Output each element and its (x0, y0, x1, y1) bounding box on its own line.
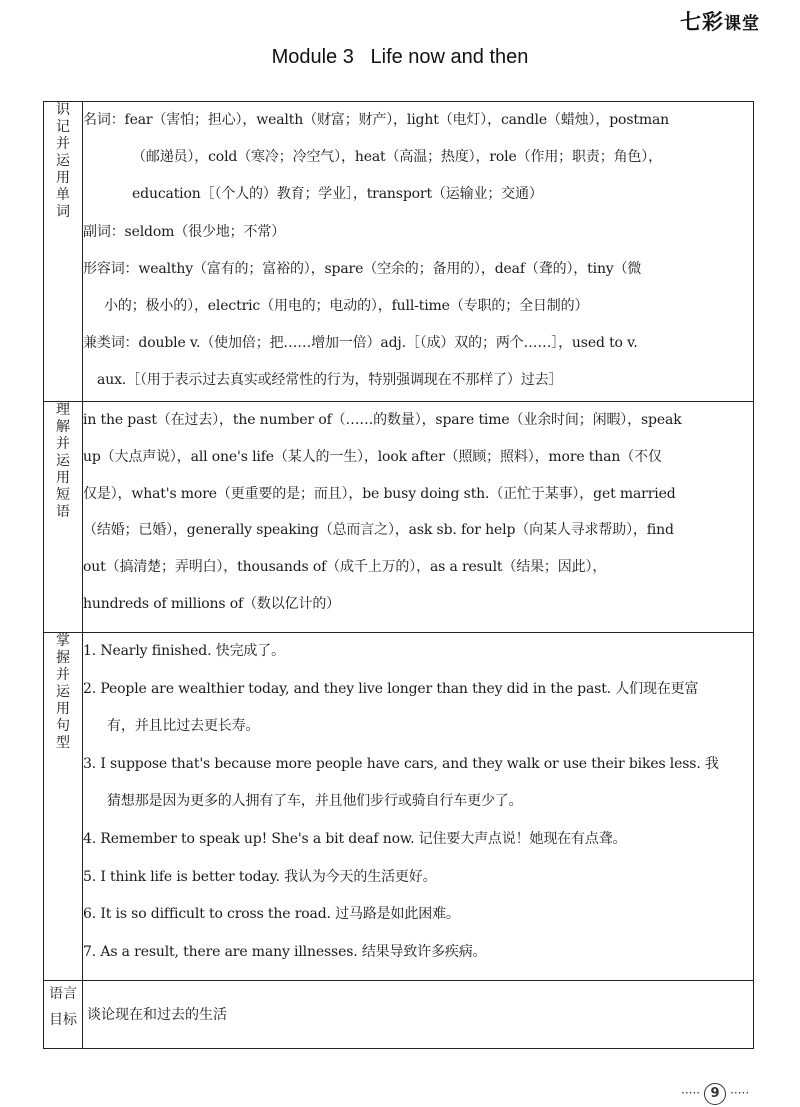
page-number-value: 9 (704, 1083, 726, 1105)
phrases-content (83, 402, 754, 633)
phrases-label: 理解并运用短语 (56, 402, 70, 520)
phrases-row (44, 402, 754, 633)
sentences-label: 掌握并运用句型 (56, 633, 70, 751)
words-line: 兼类词：double v.（使加倍；把……增加一倍）adj.［（成）双的；两个……］，used to v. (83, 335, 638, 352)
words-line: 小的；极小的），electric（用电的；电动的），full-time（专职的；全日制的） (104, 297, 589, 314)
words-line: 名词：fear（害怕；担心），wealth（财富；财产），light（电灯），candle（蜡烛），postman (83, 112, 670, 128)
words-row (44, 102, 754, 402)
phrases-line: 仅是），what's more（更重要的是；而且），be busy doing sth.（正忙于某事），get married (83, 485, 676, 502)
words-line: （邮递员），cold（寒冷；冷空气），heat（高温；热度），role（作用；职责；角色）， (132, 149, 662, 166)
sentence-line: 2. People are wealthier today, and they live longer than they did in the past. 人们现在更富 (83, 680, 699, 697)
page-title: Module 3 Life now and then (271, 46, 529, 68)
page-dots-left: ····· (681, 1086, 701, 1100)
page-number (681, 1083, 749, 1105)
words-label: 识记并运用单词 (56, 102, 70, 220)
phrases-line: （结婚；已婚），generally speaking（总而言之），ask sb. for help（向某人寻求帮助），find (83, 522, 674, 539)
sentence-line: 猜想那是因为更多的人拥有了车，并且他们步行或骑自行车更少了。 (107, 793, 523, 810)
sentence-line: 5. I think life is better today. 我认为今天的生活更好。 (83, 868, 437, 885)
words-content (83, 102, 754, 402)
brand-text-2: 课堂 (724, 14, 760, 34)
words-line: education［（个人的）教育；学业］，transport（运输业；交通） (132, 186, 543, 203)
sentence-line: 有，并且比过去更长寿。 (107, 718, 260, 735)
sentence-line: 4. Remember to speak up! She's a bit deaf now. 记住要大声点说！她现在有点聋。 (83, 830, 627, 847)
phrases-label-cell (44, 402, 83, 633)
goal-row (44, 981, 754, 1049)
goal-text: 谈论现在和过去的生活 (87, 1007, 227, 1023)
vocabulary-table (43, 101, 754, 1049)
words-line: aux.［（用于表示过去真实或经常性的行为，特别强调现在不那样了）过去］ (97, 372, 563, 389)
sentences-row (44, 633, 754, 981)
sentence-line: 1. Nearly finished. 快完成了。 (83, 643, 285, 659)
goal-label-cell (44, 981, 83, 1049)
brand-text-1: 七彩 (680, 10, 724, 34)
phrases-line: out（搞清楚；弄明白），thousands of（成千上万的），as a result（结果；因此）， (83, 559, 607, 576)
words-label-cell (44, 102, 83, 402)
sentences-label-cell (44, 633, 83, 981)
words-line: 副词：seldom（很少地；不常） (83, 223, 286, 240)
phrases-line: in the past（在过去），the number of（……的数量），spare time（业余时间；闲暇），speak (83, 412, 682, 428)
phrases-line: hundreds of millions of（数以亿计的） (83, 595, 341, 612)
sentences-content (83, 633, 754, 981)
sentence-line: 3. I suppose that's because more people have cars, and they walk or use their bikes less. 我 (83, 755, 719, 772)
goal-content (83, 981, 754, 1049)
brand-logo (680, 6, 760, 36)
sentence-line: 7. As a result, there are many illnesses. 结果导致许多疾病。 (83, 943, 487, 960)
page-dots-right: ····· (730, 1086, 750, 1100)
phrases-line: up（大点声说），all one's life（某人的一生），look after（照顾；照料），more than（不仅 (83, 448, 662, 465)
sentence-line: 6. It is so difficult to cross the road. 过马路是如此困难。 (83, 906, 460, 923)
words-line: 形容词：wealthy（富有的；富裕的），spare（空余的；备用的），deaf（聋的），tiny（微 (83, 260, 642, 277)
goal-label-line: 目标 (49, 1012, 77, 1028)
goal-label-line: 语言 (49, 986, 77, 1002)
